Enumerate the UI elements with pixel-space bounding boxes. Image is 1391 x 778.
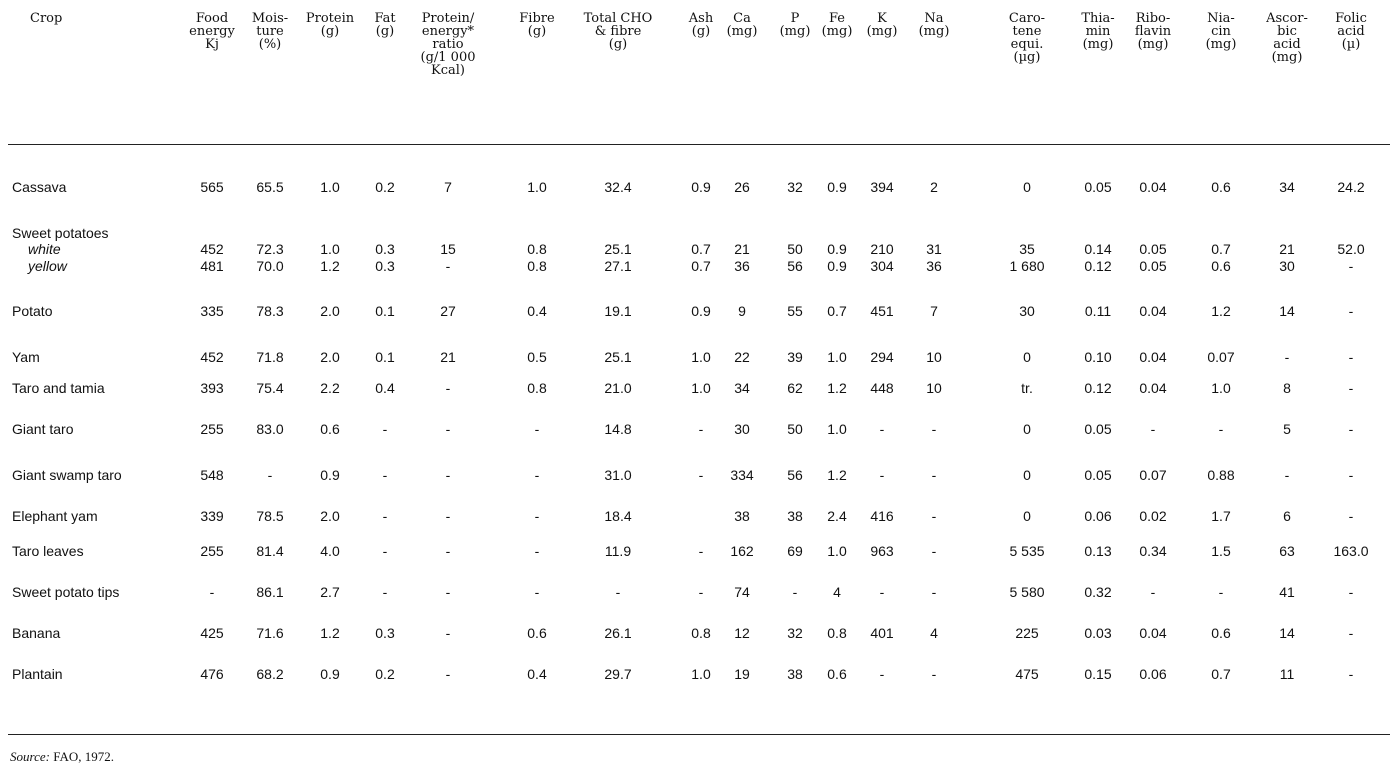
table-cell: 75.4 [256, 380, 284, 396]
table-cell: - [931, 584, 937, 600]
table-cell: - [1284, 467, 1290, 483]
table-cell: - [534, 584, 540, 600]
table-cell: 50 [787, 421, 803, 437]
crop-name: white [28, 241, 61, 257]
table-cell: 0.7 [691, 241, 711, 257]
table-cell: - [1348, 508, 1354, 524]
table-cell: 32 [787, 179, 803, 195]
table-cell: 481 [200, 258, 224, 274]
table-cell: 0.34 [1139, 543, 1167, 559]
table-cell: - [1150, 584, 1156, 600]
table-cell: 0.13 [1084, 543, 1112, 559]
table-cell: - [534, 421, 540, 437]
table-cell: 38 [787, 508, 803, 524]
table-cell: 0.9 [827, 241, 847, 257]
table-cell: - [445, 584, 451, 600]
table-cell: 78.5 [256, 508, 284, 524]
table-cell: 36 [926, 258, 942, 274]
table-cell: 0.14 [1084, 241, 1112, 257]
table-cell: 4 [833, 584, 841, 600]
table-cell: 69 [787, 543, 803, 559]
table-cell: 1.0 [827, 421, 847, 437]
table-cell: - [445, 543, 451, 559]
table-cell: 0.8 [827, 625, 847, 641]
table-cell: - [382, 543, 388, 559]
table-cell: 1.2 [1211, 303, 1231, 319]
table-cell: 34 [1279, 179, 1295, 195]
table-cell: 39 [787, 349, 803, 365]
table-cell: 0.9 [827, 179, 847, 195]
table-cell: 32 [787, 625, 803, 641]
table-cell: 0.8 [527, 258, 547, 274]
table-cell: 1.2 [827, 467, 847, 483]
table-cell: 0.7 [1211, 241, 1231, 257]
table-cell: - [1348, 349, 1354, 365]
col-header-11: Fe (mg) [821, 11, 853, 39]
table-cell: - [1218, 421, 1224, 437]
table-cell: 71.6 [256, 625, 284, 641]
table-cell: 8 [1283, 380, 1291, 396]
table-cell: 1.7 [1211, 508, 1231, 524]
table-cell: 35 [1019, 241, 1035, 257]
col-header-4: Fat (g) [374, 11, 396, 39]
table-cell: 255 [200, 421, 224, 437]
table-cell: 70.0 [256, 258, 284, 274]
table-cell: 78.3 [256, 303, 284, 319]
table-cell: 393 [200, 380, 224, 396]
table-cell: - [445, 258, 451, 274]
table-cell: 963 [870, 543, 894, 559]
crop-name: Sweet potatoes [12, 225, 109, 241]
table-cell: 31.0 [604, 467, 632, 483]
table-cell: 0.4 [527, 303, 547, 319]
table-cell: 0.4 [527, 666, 547, 682]
table-cell: - [615, 584, 621, 600]
table-cell: - [931, 421, 937, 437]
crop-name: Giant taro [12, 421, 74, 437]
table-cell: 334 [730, 467, 754, 483]
table-cell: 12 [734, 625, 750, 641]
table-cell: 452 [200, 349, 224, 365]
table-cell: 0.8 [527, 241, 547, 257]
table-cell: 1.2 [320, 258, 340, 274]
table-cell: 1.0 [320, 241, 340, 257]
table-cell: 0.5 [527, 349, 547, 365]
table-cell: - [1348, 258, 1354, 274]
col-header-10: P (mg) [779, 11, 811, 39]
table-cell: 452 [200, 241, 224, 257]
col-header-6: Fibre (g) [519, 11, 555, 39]
table-cell: 1.0 [691, 349, 711, 365]
table-cell: - [931, 543, 937, 559]
table-cell: - [534, 508, 540, 524]
col-header-13: Na (mg) [918, 11, 950, 39]
table-cell: 0.9 [320, 666, 340, 682]
table-cell: 2 [930, 179, 938, 195]
table-cell: 15 [440, 241, 456, 257]
table-cell: - [1348, 467, 1354, 483]
table-cell: 2.7 [320, 584, 340, 600]
table-cell: 50 [787, 241, 803, 257]
table-cell: 34 [734, 380, 750, 396]
crop-name: Sweet potato tips [12, 584, 120, 600]
table-cell: 401 [870, 625, 894, 641]
table-cell: - [209, 584, 215, 600]
table-cell: - [445, 508, 451, 524]
table-cell: 25.1 [604, 241, 632, 257]
col-header-7: Total CHO & fibre (g) [583, 11, 653, 52]
table-cell: - [698, 543, 704, 559]
table-cell: 294 [870, 349, 894, 365]
table-cell: 1 680 [1009, 258, 1045, 274]
table-cell: 1.0 [691, 380, 711, 396]
table-cell: - [267, 467, 273, 483]
table-cell: - [382, 508, 388, 524]
table-cell: 1.0 [691, 666, 711, 682]
table-cell: 36 [734, 258, 750, 274]
table-cell: - [445, 467, 451, 483]
table-cell: 5 [1283, 421, 1291, 437]
table-cell: 210 [870, 241, 894, 257]
table-cell: 62 [787, 380, 803, 396]
table-cell: 0.6 [1211, 625, 1231, 641]
table-cell: 19 [734, 666, 750, 682]
table-cell: 0.03 [1084, 625, 1112, 641]
table-cell: 52.0 [1337, 241, 1365, 257]
table-cell: 394 [870, 179, 894, 195]
table-cell: - [931, 666, 937, 682]
table-cell: 0.06 [1139, 666, 1167, 682]
table-cell: - [1348, 584, 1354, 600]
table-cell: 0 [1023, 508, 1031, 524]
table-cell: tr. [1021, 380, 1033, 396]
table-cell: 0.05 [1084, 179, 1112, 195]
table-cell: - [698, 584, 704, 600]
table-cell: 2.0 [320, 303, 340, 319]
table-cell: 0.2 [375, 179, 395, 195]
table-cell: 1.0 [827, 349, 847, 365]
table-cell: - [698, 421, 704, 437]
table-cell: 0.1 [375, 303, 395, 319]
col-header-19: Folic acid (µ) [1335, 11, 1367, 52]
table-cell: - [534, 467, 540, 483]
table-cell: 0 [1023, 421, 1031, 437]
table-cell: 4.0 [320, 543, 340, 559]
table-cell: 0.9 [691, 303, 711, 319]
col-header-12: K (mg) [866, 11, 898, 39]
table-cell: 0.04 [1139, 625, 1167, 641]
table-cell: - [1284, 349, 1290, 365]
table-cell: 38 [787, 666, 803, 682]
table-cell: 5 535 [1009, 543, 1045, 559]
table-cell: 451 [870, 303, 894, 319]
table-cell: 27 [440, 303, 456, 319]
table-cell: 0.4 [375, 380, 395, 396]
table-cell: 0.32 [1084, 584, 1112, 600]
table-cell: - [382, 584, 388, 600]
table-cell: 0.6 [827, 666, 847, 682]
table-cell: 0.15 [1084, 666, 1112, 682]
table-cell: 0.3 [375, 258, 395, 274]
table-cell: 0.8 [691, 625, 711, 641]
footer-rule [8, 734, 1390, 735]
table-cell: 30 [1019, 303, 1035, 319]
table-cell: 11.9 [604, 543, 632, 559]
table-cell: 21 [1279, 241, 1295, 257]
table-cell: 0.12 [1084, 380, 1112, 396]
table-cell: - [445, 666, 451, 682]
table-cell: 0.9 [691, 179, 711, 195]
table-cell: 72.3 [256, 241, 284, 257]
table-cell: 2.0 [320, 508, 340, 524]
table-cell: 0.7 [1211, 666, 1231, 682]
table-cell: 0.6 [320, 421, 340, 437]
table-cell: 71.8 [256, 349, 284, 365]
table-cell: 0 [1023, 349, 1031, 365]
table-cell: 21 [734, 241, 750, 257]
table-cell: 18.4 [604, 508, 632, 524]
table-cell: 68.2 [256, 666, 284, 682]
table-cell: 416 [870, 508, 894, 524]
table-cell: 0.04 [1139, 349, 1167, 365]
table-cell: 0.04 [1139, 179, 1167, 195]
table-cell: - [382, 421, 388, 437]
crop-name: Yam [12, 349, 40, 365]
table-cell: 21 [440, 349, 456, 365]
table-cell: 25.1 [604, 349, 632, 365]
table-cell: 0.02 [1139, 508, 1167, 524]
table-cell: 565 [200, 179, 224, 195]
table-cell: - [879, 584, 885, 600]
table-cell: 26 [734, 179, 750, 195]
table-cell: 425 [200, 625, 224, 641]
table-cell: 0.6 [1211, 258, 1231, 274]
table-cell: 4 [930, 625, 938, 641]
table-cell: 55 [787, 303, 803, 319]
table-cell: - [445, 421, 451, 437]
table-cell: 24.2 [1337, 179, 1365, 195]
crop-name: yellow [28, 258, 67, 274]
table-cell: 14 [1279, 303, 1295, 319]
table-cell: 0.04 [1139, 303, 1167, 319]
source-text: FAO, 1972. [53, 749, 114, 764]
table-cell: 0.3 [375, 241, 395, 257]
table-cell: - [931, 508, 937, 524]
col-header-18: Ascor- bic acid (mg) [1266, 11, 1308, 65]
table-cell: 1.5 [1211, 543, 1231, 559]
table-cell: 9 [738, 303, 746, 319]
col-header-3: Protein (g) [305, 11, 355, 39]
crop-name: Taro and tamia [12, 380, 105, 396]
col-header-1: Food energy Kj [189, 11, 235, 52]
table-cell: 26.1 [604, 625, 632, 641]
crop-name: Potato [12, 303, 53, 319]
table-cell: 1.0 [827, 543, 847, 559]
table-cell: 22 [734, 349, 750, 365]
table-cell: 14 [1279, 625, 1295, 641]
table-cell: 19.1 [604, 303, 632, 319]
col-header-8: Ash (g) [688, 11, 714, 39]
table-cell: 0.07 [1207, 349, 1235, 365]
table-cell: 335 [200, 303, 224, 319]
col-header-14: Caro- tene equi. (µg) [1008, 11, 1046, 65]
table-cell: 11 [1279, 666, 1295, 682]
table-cell: 0.05 [1139, 258, 1167, 274]
table-cell: 56 [787, 467, 803, 483]
table-cell: 548 [200, 467, 224, 483]
col-header-5: Protein/ energy* ratio (g/1 000 Kcal) [420, 11, 476, 78]
table-cell: 1.0 [1211, 380, 1231, 396]
table-cell: 31 [926, 241, 942, 257]
table-cell: 5 580 [1009, 584, 1045, 600]
table-cell: - [698, 467, 704, 483]
col-header-2: Mois- ture (%) [251, 11, 289, 52]
table-cell: 38 [734, 508, 750, 524]
table-cell: 448 [870, 380, 894, 396]
table-cell: - [1348, 421, 1354, 437]
table-cell: 255 [200, 543, 224, 559]
table-cell: 29.7 [604, 666, 632, 682]
table-cell: - [534, 543, 540, 559]
table-cell: 0.88 [1207, 467, 1235, 483]
source-note [10, 749, 114, 765]
table-cell: 65.5 [256, 179, 284, 195]
table-cell: 475 [1015, 666, 1039, 682]
table-cell: 0.8 [527, 380, 547, 396]
crop-name: Taro leaves [12, 543, 84, 559]
table-cell: 476 [200, 666, 224, 682]
table-cell: - [1150, 421, 1156, 437]
table-cell: 7 [444, 179, 452, 195]
table-cell: 0.2 [375, 666, 395, 682]
table-cell: 56 [787, 258, 803, 274]
table-cell: 30 [1279, 258, 1295, 274]
table-cell: 74 [734, 584, 750, 600]
crop-name: Plantain [12, 666, 63, 682]
table-cell: 10 [926, 349, 942, 365]
table-cell: - [879, 467, 885, 483]
table-cell: 0.9 [827, 258, 847, 274]
table-cell: 339 [200, 508, 224, 524]
table-cell: 83.0 [256, 421, 284, 437]
table-cell: 1.0 [320, 179, 340, 195]
table-cell: - [382, 467, 388, 483]
table-cell: 225 [1015, 625, 1039, 641]
table-cell: 0.7 [827, 303, 847, 319]
table-cell: - [879, 421, 885, 437]
table-cell: 0.07 [1139, 467, 1167, 483]
table-cell: 21.0 [604, 380, 632, 396]
table-cell: 0 [1023, 179, 1031, 195]
table-cell: 0.6 [527, 625, 547, 641]
table-cell: 7 [930, 303, 938, 319]
table-cell: 27.1 [604, 258, 632, 274]
table-cell: 2.0 [320, 349, 340, 365]
table-cell: 0.10 [1084, 349, 1112, 365]
table-cell: 2.4 [827, 508, 847, 524]
table-cell: 0.7 [691, 258, 711, 274]
table-cell: 41 [1279, 584, 1295, 600]
table-cell: 0.3 [375, 625, 395, 641]
crop-name: Banana [12, 625, 61, 641]
table-cell: - [1348, 380, 1354, 396]
table-cell: 0.04 [1139, 380, 1167, 396]
table-cell: 10 [926, 380, 942, 396]
table-cell: 0.06 [1084, 508, 1112, 524]
table-cell: - [445, 625, 451, 641]
crop-name: Cassava [12, 179, 67, 195]
table-cell: 0.11 [1084, 303, 1112, 319]
table-cell: 162 [730, 543, 754, 559]
table-cell: - [792, 584, 798, 600]
table-cell: - [445, 380, 451, 396]
table-cell: 1.0 [527, 179, 547, 195]
table-cell: 0.1 [375, 349, 395, 365]
col-header-17: Nia- cin (mg) [1205, 11, 1237, 52]
table-cell: 0.6 [1211, 179, 1231, 195]
table-cell: 30 [734, 421, 750, 437]
table-cell: 1.2 [827, 380, 847, 396]
crop-name: Elephant yam [12, 508, 98, 524]
table-cell: 163.0 [1333, 543, 1369, 559]
table-cell: 0.12 [1084, 258, 1112, 274]
table-cell: - [1218, 584, 1224, 600]
col-header-0: Crop [30, 11, 63, 26]
table-cell: - [1348, 303, 1354, 319]
table-cell: 63 [1279, 543, 1295, 559]
table-cell: 14.8 [604, 421, 632, 437]
table-cell: 2.2 [320, 380, 340, 396]
table-cell: 0.05 [1084, 467, 1112, 483]
table-cell: 0.05 [1139, 241, 1167, 257]
table-cell: 86.1 [256, 584, 284, 600]
table-cell: 0 [1023, 467, 1031, 483]
col-header-16: Ribo- flavin (mg) [1134, 11, 1172, 52]
col-header-15: Thia- min (mg) [1081, 11, 1115, 52]
col-header-9: Ca (mg) [726, 11, 758, 39]
table-cell: 0.9 [320, 467, 340, 483]
table-cell: 304 [870, 258, 894, 274]
table-cell: - [931, 467, 937, 483]
crop-name: Giant swamp taro [12, 467, 122, 483]
source-label: Source: [10, 749, 50, 764]
table-cell: 1.2 [320, 625, 340, 641]
table-cell: - [1348, 666, 1354, 682]
header-rule [8, 144, 1390, 145]
table-cell: 0.05 [1084, 421, 1112, 437]
table-cell: 81.4 [256, 543, 284, 559]
table-cell: 32.4 [604, 179, 632, 195]
table-cell: - [879, 666, 885, 682]
table-cell: 6 [1283, 508, 1291, 524]
table-cell: - [1348, 625, 1354, 641]
